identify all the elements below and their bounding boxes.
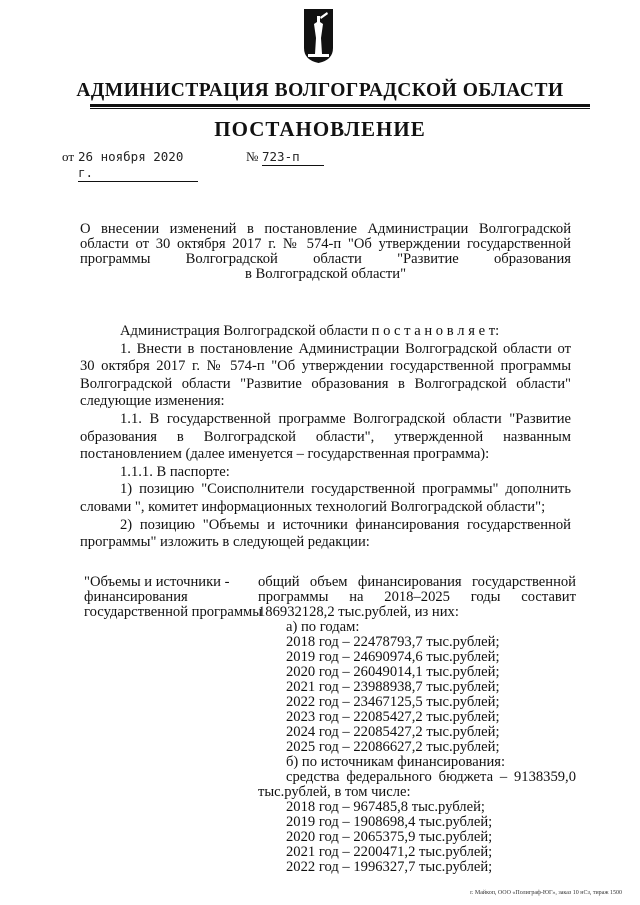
by-year-list — [258, 635, 576, 755]
list-item: 2023 год – 22085427,2 тыс.рублей; — [286, 709, 500, 725]
printer-note: г. Майкоп, ООО «Полиграф-ЮГ», заказ 10 нСз, тираж 1500 — [470, 890, 622, 896]
header-rule-thick — [90, 104, 590, 107]
document-subject — [80, 222, 571, 282]
organization-title: АДМИНИСТРАЦИЯ ВОЛГОГРАДСКОЙ ОБЛАСТИ — [76, 80, 564, 101]
list-item: 2022 год – 1996327,7 тыс.рублей; — [286, 859, 493, 875]
list-item: 2020 год – 26049014,1 тыс.рублей; — [286, 664, 500, 680]
resolution-intro: Администрация Волгоградской области п о с т а н о в л я е т: — [120, 323, 500, 339]
subject-line: программы Волгоградской области "Развитие образования — [80, 251, 571, 267]
by-source-title: б) по источникам финансирования: — [286, 754, 506, 770]
paragraph: 1.1. В государственной программе Волгоградской области "Развитие образования в Волгоградской области", утвержденной названным постановлением (далее именуется – государственная программа): — [80, 410, 571, 463]
paragraph: 2) позицию "Объемы и источники финансирования государственной программы" изложить в следующей редакции: — [80, 516, 571, 551]
document-type-title: ПОСТАНОВЛЕНИЕ — [214, 117, 426, 141]
date-value: 26 ноября 2020 г. — [78, 149, 184, 180]
list-item: 2024 год – 22085427,2 тыс.рублей; — [286, 724, 500, 740]
date-field — [78, 149, 198, 182]
funding-label: "Объемы и источники - финансирования государственной программы — [84, 574, 263, 620]
list-item: 2021 год – 23988938,7 тыс.рублей; — [286, 679, 500, 695]
federal-budget: средства федерального бюджета – 9138359,0 тыс.рублей, в том числе: — [258, 769, 576, 800]
paragraph: 1. Внести в постановление Администрации Волгоградской области от 30 октября 2017 г. № 574-п "Об утверждении государственной программы Волгоградской области "Развитие образования в Волгоградской области" следующие изменения: — [80, 340, 571, 410]
paragraph: 1) позицию "Соисполнители государственной программы" дополнить словами ", комитет информационных технологий Волгоградской области"; — [80, 481, 571, 515]
list-item: 2022 год – 23467125,5 тыс.рублей; — [286, 694, 500, 710]
list-item: 2018 год – 967485,8 тыс.рублей; — [286, 799, 485, 815]
list-item: 2018 год – 22478793,7 тыс.рублей; — [286, 634, 500, 650]
header-rule-thin — [90, 108, 590, 109]
list-item: 2020 год – 2065375,9 тыс.рублей; — [286, 829, 493, 845]
by-year-title: а) по годам: — [286, 619, 360, 635]
funding-value — [258, 575, 576, 875]
funding-total: общий объем финансирования государственной программы на 2018–2025 годы составит 186932128,2 тыс.рублей, из них: — [258, 574, 576, 620]
coat-of-arms-emblem — [303, 8, 334, 64]
list-item: 2019 год – 24690974,6 тыс.рублей; — [286, 649, 500, 665]
subject-line: области от 30 октября 2017 г. № 574-п "Об утверждении государственной — [80, 236, 571, 252]
federal-year-list — [258, 800, 576, 875]
list-item: 2025 год – 22086627,2 тыс.рублей; — [286, 739, 500, 755]
number-field — [262, 149, 324, 166]
list-item: 2021 год – 2200471,2 тыс.рублей; — [286, 844, 493, 860]
date-prefix: от — [62, 149, 75, 164]
subject-line: в Волгоградской области" — [244, 266, 407, 282]
document-body — [80, 323, 571, 552]
list-item: 2019 год – 1908698,4 тыс.рублей; — [286, 814, 493, 830]
subject-line: О внесении изменений в постановление Администрации Волгоградской — [80, 221, 571, 237]
number-prefix: № — [246, 149, 259, 164]
number-value: 723-п — [262, 149, 300, 164]
paragraph: 1.1.1. В паспорте: — [120, 463, 230, 480]
